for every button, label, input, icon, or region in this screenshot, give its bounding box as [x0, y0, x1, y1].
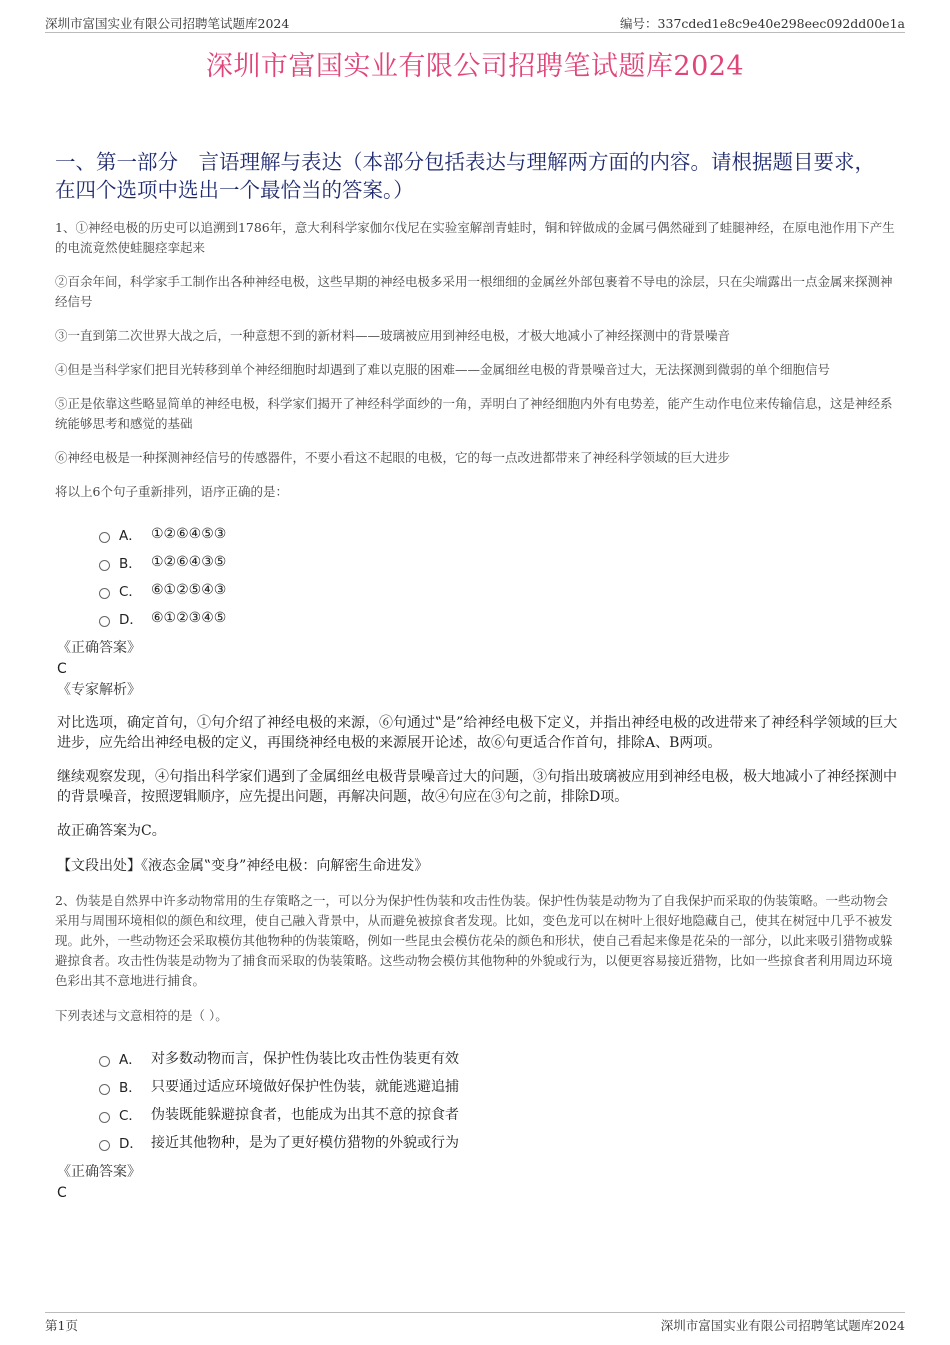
option-text: 接近其他物种，是为了更好模仿猎物的外貌或行为	[151, 1135, 459, 1151]
option-text: ⑥①②③④⑤	[151, 610, 227, 626]
option-letter: D．	[119, 1136, 143, 1152]
q2-options	[99, 1044, 898, 1156]
option-letter: A．	[119, 528, 142, 544]
radio-icon[interactable]	[99, 1112, 110, 1123]
q1-analysis-para-3: 故正确答案为C。	[57, 823, 166, 839]
radio-icon[interactable]	[99, 1056, 110, 1067]
q1-sentence-1: 1、①神经电极的历史可以追溯到1786年，意大利科学家伽尔伐尼在实验室解剖青蛙时，铜和锌做成的金属弓偶然碰到了蛙腿神经，在原电池作用下产生的电流竟然使蛙腿痉挛起来	[55, 220, 895, 255]
option-text: 只要通过适应环境做好保护性伪装，就能逃避追捕	[151, 1079, 459, 1095]
radio-icon[interactable]	[99, 560, 110, 571]
q1-analysis-para-1: 对比选项，确定首句，①句介绍了神经电极的来源，⑥句通过‟是”给神经电极下定义，并指出神经电极的改进带来了神经科学领域的巨大进步，应先给出神经电极的定义，再围绕神经电极的来源展开论述，故⑥句更适合作首句，排除A、B两项。	[57, 715, 898, 751]
option-letter: C．	[119, 584, 142, 600]
q1-sentence-4: ④但是当科学家们把目光转移到单个神经细胞时却遇到了难以克服的困难——金属细丝电极的背景噪音过大，无法探测到微弱的单个细胞信号	[55, 362, 831, 377]
radio-icon[interactable]	[99, 616, 110, 627]
q1-sentence-3: ③一直到第二次世界大战之后，一种意想不到的新材料——玻璃被应用到神经电极，才极大地减小了神经探测中的背景噪音	[55, 328, 731, 343]
q1-sentence-2: ②百余年间，科学家手工制作出各种神经电极，这些早期的神经电极多采用一根细细的金属丝外部包裹着不导电的涂层，只在尖端露出一点金属来探测神经信号	[55, 274, 893, 309]
option-letter: D．	[119, 612, 143, 628]
q2-option-c[interactable]	[99, 1100, 898, 1128]
option-text: ①②⑥④⑤③	[151, 526, 227, 542]
q2-option-d[interactable]	[99, 1128, 898, 1156]
option-letter: C．	[119, 1108, 142, 1124]
header-doc-title: 深圳市富国实业有限公司招聘笔试题库2024	[45, 16, 290, 31]
q2-prompt: 下列表述与文意相符的是（ ）。	[55, 1008, 228, 1023]
q1-analysis	[57, 713, 898, 841]
header-doc-id: 编号：337cded1e8c9e40e298eec092dd00e1a	[620, 16, 905, 31]
page-title: 深圳市富国实业有限公司招聘笔试题库2024	[205, 51, 745, 82]
option-text: ①②⑥④③⑤	[151, 554, 227, 570]
q2-option-a[interactable]	[99, 1044, 898, 1072]
page-header	[45, 12, 905, 33]
q2-option-b[interactable]	[99, 1072, 898, 1100]
option-text: ⑥①②⑤④③	[151, 582, 227, 598]
q1-answer-label: 《正确答案》	[57, 640, 141, 656]
option-text: 对多数动物而言，保护性伪装比攻击性伪装更有效	[151, 1051, 459, 1067]
q1-analysis-label: 《专家解析》	[57, 682, 141, 698]
option-letter: A．	[119, 1052, 142, 1068]
q1-sentence-5: ⑤正是依靠这些略显简单的神经电极，科学家们揭开了神经科学面纱的一角，弄明白了神经细胞内外有电势差，能产生动作电位来传输信息，这是神经系统能够思考和感觉的基础	[55, 396, 893, 431]
q1-option-a[interactable]	[99, 520, 898, 548]
footer-doc-title: 深圳市富国实业有限公司招聘笔试题库2024	[660, 1318, 905, 1333]
option-letter: B．	[119, 556, 142, 572]
radio-icon[interactable]	[99, 588, 110, 599]
radio-icon[interactable]	[99, 1084, 110, 1095]
q2-answer-label: 《正确答案》	[57, 1164, 141, 1180]
q1-options	[99, 520, 898, 632]
radio-icon[interactable]	[99, 1140, 110, 1151]
q2-passage: 2、伪装是自然界中许多动物常用的生存策略之一，可以分为保护性伪装和攻击性伪装。保护性伪装是动物为了自我保护而采取的伪装策略。一些动物会采用与周围环境相似的颜色和纹理，使自己融入背景中，从而避免被掠食者发现。比如，变色龙可以在树叶上很好地隐藏自己，使其在树冠中几乎不被发现。此外，一些动物还会采取模仿其他物种的伪装策略，例如一些昆虫会模仿花朵的颜色和形状，使自己看起来像是花朵的一部分，以此来吸引猎物或躲避掠食者。攻击性伪装是动物为了捕食而采取的伪装策略。这些动物会模仿其他物种的外貌或行为，以便更容易接近猎物，比如一些掠食者利用周边环境色彩出其不意地进行捕食。	[55, 893, 893, 988]
q1-source: 【文段出处】《液态金属‟变身”神经电极：向解密生命进发》	[57, 858, 429, 874]
q1-analysis-para-2: 继续观察发现，④句指出科学家们遇到了金属细丝电极背景噪音过大的问题，③句指出玻璃被应用到神经电极，极大地减小了神经探测中的背景噪音，按照逻辑顺序，应先提出问题，再解决问题，故④句应在③句之前，排除D项。	[57, 769, 897, 805]
q1-option-c[interactable]	[99, 576, 898, 604]
q2-answer-value: C	[57, 1185, 67, 1201]
section-title: 一、第一部分 言语理解与表达（本部分包括表达与理解两方面的内容。请根据题目要求，在四个选项中选出一个最恰当的答案。）	[55, 150, 875, 202]
page-number: 第1页	[45, 1318, 78, 1333]
option-letter: B．	[119, 1080, 142, 1096]
q1-sentence-6: ⑥神经电极是一种探测神经信号的传感器件，不要小看这不起眼的电极，它的每一点改进都带来了神经科学领域的巨大进步	[55, 450, 731, 465]
q1-prompt: 将以上6个句子重新排列，语序正确的是：	[55, 484, 288, 499]
main-content	[55, 218, 898, 1204]
option-text: 伪装既能躲避掠食者，也能成为出其不意的掠食者	[151, 1107, 459, 1123]
q1-option-d[interactable]	[99, 604, 898, 632]
page-footer	[45, 1312, 905, 1333]
q1-answer-value: C	[57, 661, 67, 677]
radio-icon[interactable]	[99, 532, 110, 543]
q1-option-b[interactable]	[99, 548, 898, 576]
